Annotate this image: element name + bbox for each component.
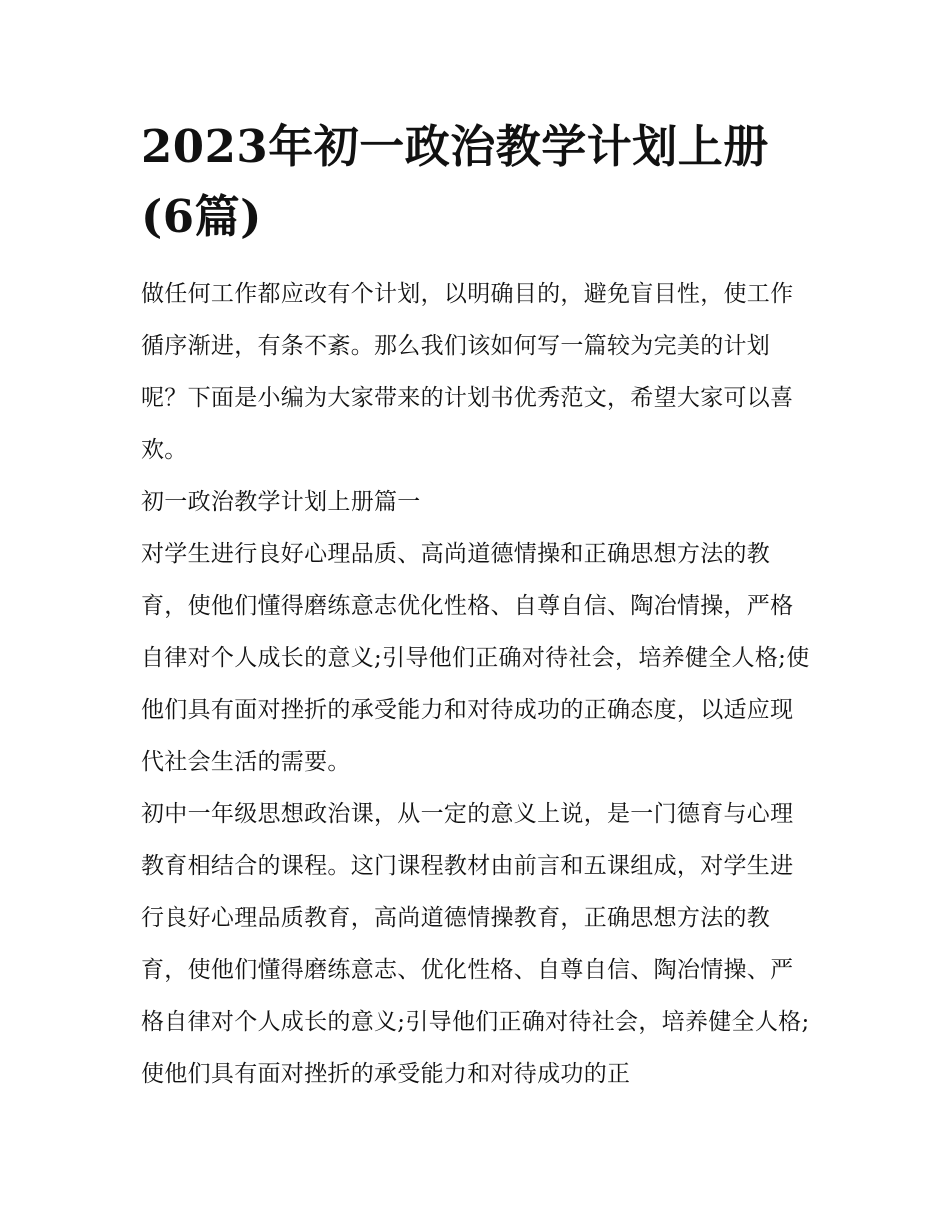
intro-paragraph: 做任何工作都应改有个计划，以明确目的，避免盲目性，使工作循序渐进，有条不紊。那么我们该如何写一篇较为完美的计划呢？下面是小编为大家带来的计划书优秀范文，希望大家可以喜欢。 — [141, 281, 794, 463]
document-title: 2023年初一政治教学计划上册(6篇) — [141, 120, 769, 243]
body-paragraph-1: 对学生进行良好心理品质、高尚道德情操和正确思想方法的教育，使他们懂得磨练意志优化性格、自尊自信、陶冶情操，严格自律对个人成长的意义;引导他们正确对待社会，培养健全人格;使他们具有面对挫折的承受能力和对待成功的正确态度，以适应现代社会生活的需要。 — [141, 541, 810, 775]
document-page — [141, 112, 813, 1100]
body-paragraph-2: 初中一年级思想政治课，从一定的意义上说，是一门德育与心理教育相结合的课程。这门课程教材由前言和五课组成，对学生进行良好心理品质教育，高尚道德情操教育，正确思想方法的教育，使他们懂得磨练意志、优化性格、自尊自信、陶冶情操、严格自律对个人成长的意义;引导他们正确对待社会，培养健全人格;使他们具有面对挫折的承受能力和对待成功的正 — [141, 801, 810, 1087]
section-heading: 初一政治教学计划上册篇一 — [141, 489, 421, 515]
